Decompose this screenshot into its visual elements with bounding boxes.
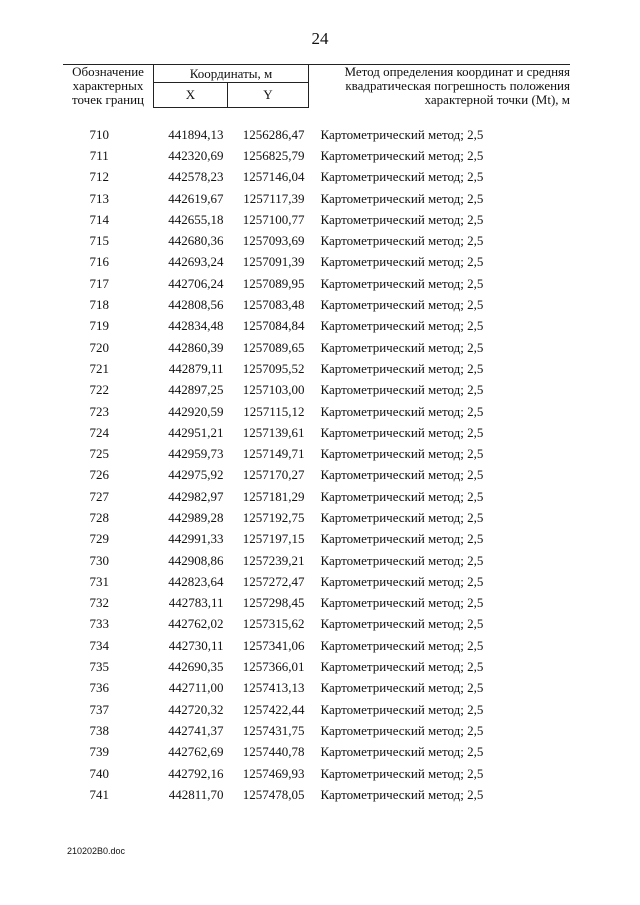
table-row: [63, 529, 570, 550]
method-cell: Картометрический метод; 2,5: [320, 190, 484, 206]
point-id-cell: 726: [89, 467, 109, 483]
header-x: X: [154, 83, 228, 108]
point-id-cell: 724: [89, 424, 109, 440]
point-id-cell: 717: [89, 275, 109, 291]
table-row: [63, 742, 570, 763]
y-coordinate-cell: 1257103,00: [242, 382, 305, 398]
point-id-cell: 732: [89, 595, 109, 611]
table-row: [63, 486, 570, 507]
table-row: [63, 124, 570, 145]
x-coordinate-cell: 442792,16: [168, 765, 224, 781]
table-row: [63, 656, 570, 677]
x-coordinate-cell: 442860,39: [168, 339, 224, 355]
x-coordinate-cell: 442680,36: [168, 233, 224, 249]
y-coordinate-cell: 1256286,47: [242, 126, 305, 142]
point-id-cell: 736: [89, 680, 109, 696]
point-id-cell: 735: [89, 659, 109, 675]
point-id-cell: 721: [89, 360, 109, 376]
point-id-cell: 738: [89, 722, 109, 738]
method-cell: Картометрический метод; 2,5: [320, 637, 484, 653]
table-row: [63, 571, 570, 592]
table-row: [63, 337, 570, 358]
point-id-cell: 713: [89, 190, 109, 206]
header-point-line-2: характерных: [72, 78, 144, 94]
method-cell: Картометрический метод; 2,5: [320, 531, 484, 547]
x-coordinate-cell: 442989,28: [168, 509, 224, 525]
x-coordinate-cell: 442879,11: [168, 360, 224, 376]
method-cell: Картометрический метод; 2,5: [320, 616, 484, 632]
method-cell: Картометрический метод; 2,5: [320, 233, 484, 249]
point-id-cell: 734: [89, 637, 109, 653]
y-coordinate-cell: 1257197,15: [242, 531, 305, 547]
y-coordinate-cell: 1257440,78: [242, 744, 305, 760]
y-coordinate-cell: 1257478,05: [242, 786, 305, 802]
method-cell: Картометрический метод; 2,5: [320, 403, 484, 419]
point-id-cell: 740: [89, 765, 109, 781]
x-coordinate-cell: 442920,59: [168, 403, 224, 419]
x-coordinate-cell: 442811,70: [168, 786, 224, 802]
y-coordinate-cell: 1257149,71: [242, 446, 305, 462]
x-coordinate-cell: 442720,32: [168, 701, 224, 717]
table-row: [63, 550, 570, 571]
table-row: [63, 678, 570, 699]
x-coordinate-cell: 442711,00: [168, 680, 224, 696]
x-coordinate-cell: 442619,67: [168, 190, 224, 206]
point-id-cell: 730: [89, 552, 109, 568]
x-coordinate-cell: 442693,24: [168, 254, 224, 270]
method-cell: Картометрический метод; 2,5: [320, 573, 484, 589]
point-id-cell: 710: [89, 126, 109, 142]
x-coordinate-cell: 442975,92: [168, 467, 224, 483]
header-coordinates: Координаты, м: [154, 65, 309, 83]
y-coordinate-cell: 1257239,21: [242, 552, 305, 568]
x-coordinate-cell: 442823,64: [168, 573, 224, 589]
point-id-cell: 715: [89, 233, 109, 249]
table-row: [63, 209, 570, 230]
method-cell: Картометрический метод; 2,5: [320, 765, 484, 781]
point-id-cell: 714: [89, 211, 109, 227]
x-coordinate-cell: 442762,69: [168, 744, 224, 760]
table-row: [63, 230, 570, 251]
y-coordinate-cell: 1257095,52: [242, 360, 305, 376]
y-coordinate-cell: 1257192,75: [242, 509, 305, 525]
point-id-cell: 727: [89, 488, 109, 504]
y-coordinate-cell: 1257341,06: [242, 637, 305, 653]
y-coordinate-cell: 1257100,77: [242, 211, 305, 227]
method-cell: Картометрический метод; 2,5: [320, 446, 484, 462]
method-cell: Картометрический метод; 2,5: [320, 126, 484, 142]
x-coordinate-cell: 442951,21: [168, 424, 224, 440]
method-cell: Картометрический метод; 2,5: [320, 488, 484, 504]
x-coordinate-cell: 442897,25: [168, 382, 224, 398]
method-cell: Картометрический метод; 2,5: [320, 318, 484, 334]
x-coordinate-cell: 442808,56: [168, 297, 224, 313]
header-y: Y: [228, 83, 309, 108]
table-row: [63, 358, 570, 379]
table-row: [63, 784, 570, 805]
table-row: [63, 465, 570, 486]
x-coordinate-cell: 442578,23: [168, 169, 224, 185]
x-coordinate-cell: 442706,24: [168, 275, 224, 291]
y-coordinate-cell: 1257083,48: [242, 297, 305, 313]
x-coordinate-cell: 442730,11: [168, 637, 224, 653]
x-coordinate-cell: 442991,33: [168, 531, 224, 547]
y-coordinate-cell: 1257089,65: [242, 339, 305, 355]
point-id-cell: 728: [89, 509, 109, 525]
point-id-cell: 723: [89, 403, 109, 419]
x-coordinate-cell: 442908,86: [168, 552, 224, 568]
y-coordinate-cell: 1257413,13: [242, 680, 305, 696]
x-coordinate-cell: 442741,37: [168, 722, 224, 738]
method-cell: Картометрический метод; 2,5: [320, 659, 484, 675]
method-cell: Картометрический метод; 2,5: [320, 254, 484, 270]
y-coordinate-cell: 1257431,75: [242, 722, 305, 738]
header-method-line-1: Метод определения координат и средняя: [344, 64, 570, 80]
table-row: [63, 422, 570, 443]
x-coordinate-cell: 442834,48: [168, 318, 224, 334]
x-coordinate-cell: 442655,18: [168, 211, 224, 227]
table-row: [63, 401, 570, 422]
y-coordinate-cell: 1257089,95: [242, 275, 305, 291]
point-id-cell: 720: [89, 339, 109, 355]
method-cell: Картометрический метод; 2,5: [320, 169, 484, 185]
point-id-cell: 711: [89, 147, 109, 163]
y-coordinate-cell: 1257115,12: [243, 403, 305, 419]
table-row: [63, 443, 570, 464]
header-method: [309, 65, 571, 108]
y-coordinate-cell: 1257146,04: [242, 169, 305, 185]
y-coordinate-cell: 1257298,45: [242, 595, 305, 611]
method-cell: Картометрический метод; 2,5: [320, 680, 484, 696]
method-cell: Картометрический метод; 2,5: [320, 147, 484, 163]
y-coordinate-cell: 1257181,29: [242, 488, 305, 504]
table-row: [63, 635, 570, 656]
method-cell: Картометрический метод; 2,5: [320, 339, 484, 355]
y-coordinate-cell: 1257315,62: [242, 616, 305, 632]
method-cell: Картометрический метод; 2,5: [320, 722, 484, 738]
point-id-cell: 739: [89, 744, 109, 760]
x-coordinate-cell: 442762,02: [168, 616, 224, 632]
method-cell: Картометрический метод; 2,5: [320, 744, 484, 760]
method-cell: Картометрический метод; 2,5: [320, 382, 484, 398]
method-cell: Картометрический метод; 2,5: [320, 360, 484, 376]
y-coordinate-cell: 1257366,01: [242, 659, 305, 675]
method-cell: Картометрический метод; 2,5: [320, 701, 484, 717]
y-coordinate-cell: 1257139,61: [242, 424, 305, 440]
y-coordinate-cell: 1257093,69: [242, 233, 305, 249]
coordinates-table: [63, 64, 570, 806]
y-coordinate-cell: 1257084,84: [242, 318, 305, 334]
point-id-cell: 719: [89, 318, 109, 334]
table-row: [63, 763, 570, 784]
header-point-designation: [63, 65, 154, 108]
table-row: [63, 507, 570, 528]
point-id-cell: 725: [89, 446, 109, 462]
table-row: [63, 145, 570, 166]
table-row: [63, 252, 570, 273]
point-id-cell: 733: [89, 616, 109, 632]
method-cell: Картометрический метод; 2,5: [320, 467, 484, 483]
method-cell: Картометрический метод; 2,5: [320, 509, 484, 525]
table-row: [63, 167, 570, 188]
header-point-line-1: Обозначение: [72, 64, 144, 80]
table-row: [63, 593, 570, 614]
y-coordinate-cell: 1257272,47: [242, 573, 305, 589]
y-coordinate-cell: 1257117,39: [243, 190, 305, 206]
method-cell: Картометрический метод; 2,5: [320, 552, 484, 568]
point-id-cell: 712: [89, 169, 109, 185]
x-coordinate-cell: 442959,73: [168, 446, 224, 462]
point-id-cell: 731: [89, 573, 109, 589]
page-number: 24: [311, 29, 329, 48]
table-row: [63, 316, 570, 337]
table-row: [63, 699, 570, 720]
y-coordinate-cell: 1256825,79: [242, 147, 305, 163]
y-coordinate-cell: 1257091,39: [242, 254, 305, 270]
x-coordinate-cell: 441894,13: [168, 126, 224, 142]
table-row: [63, 294, 570, 315]
point-id-cell: 741: [89, 786, 109, 802]
header-spacer: [63, 108, 570, 125]
x-coordinate-cell: 442690,35: [168, 659, 224, 675]
y-coordinate-cell: 1257469,93: [242, 765, 305, 781]
header-method-line-2: квадратическая погрешность положения: [345, 78, 570, 94]
y-coordinate-cell: 1257170,27: [242, 467, 305, 483]
point-id-cell: 718: [89, 297, 109, 313]
y-coordinate-cell: 1257422,44: [242, 701, 305, 717]
method-cell: Картометрический метод; 2,5: [320, 595, 484, 611]
document-filename: 210202B0.doc: [67, 846, 126, 856]
x-coordinate-cell: 442783,11: [168, 595, 224, 611]
method-cell: Картометрический метод; 2,5: [320, 275, 484, 291]
table-row: [63, 273, 570, 294]
method-cell: Картометрический метод; 2,5: [320, 297, 484, 313]
x-coordinate-cell: 442982,97: [168, 488, 224, 504]
table-row: [63, 380, 570, 401]
table-body: [63, 108, 570, 806]
method-cell: Картометрический метод; 2,5: [320, 786, 484, 802]
point-id-cell: 716: [89, 254, 109, 270]
point-id-cell: 729: [89, 531, 109, 547]
method-cell: Картометрический метод; 2,5: [320, 424, 484, 440]
point-id-cell: 722: [89, 382, 109, 398]
point-id-cell: 737: [89, 701, 109, 717]
table-row: [63, 188, 570, 209]
header-point-line-3: точек границ: [71, 92, 145, 108]
table-row: [63, 614, 570, 635]
x-coordinate-cell: 442320,69: [168, 147, 224, 163]
table-row: [63, 720, 570, 741]
header-method-line-3: характерной точки (Mt), м: [424, 92, 570, 108]
method-cell: Картометрический метод; 2,5: [320, 211, 484, 227]
